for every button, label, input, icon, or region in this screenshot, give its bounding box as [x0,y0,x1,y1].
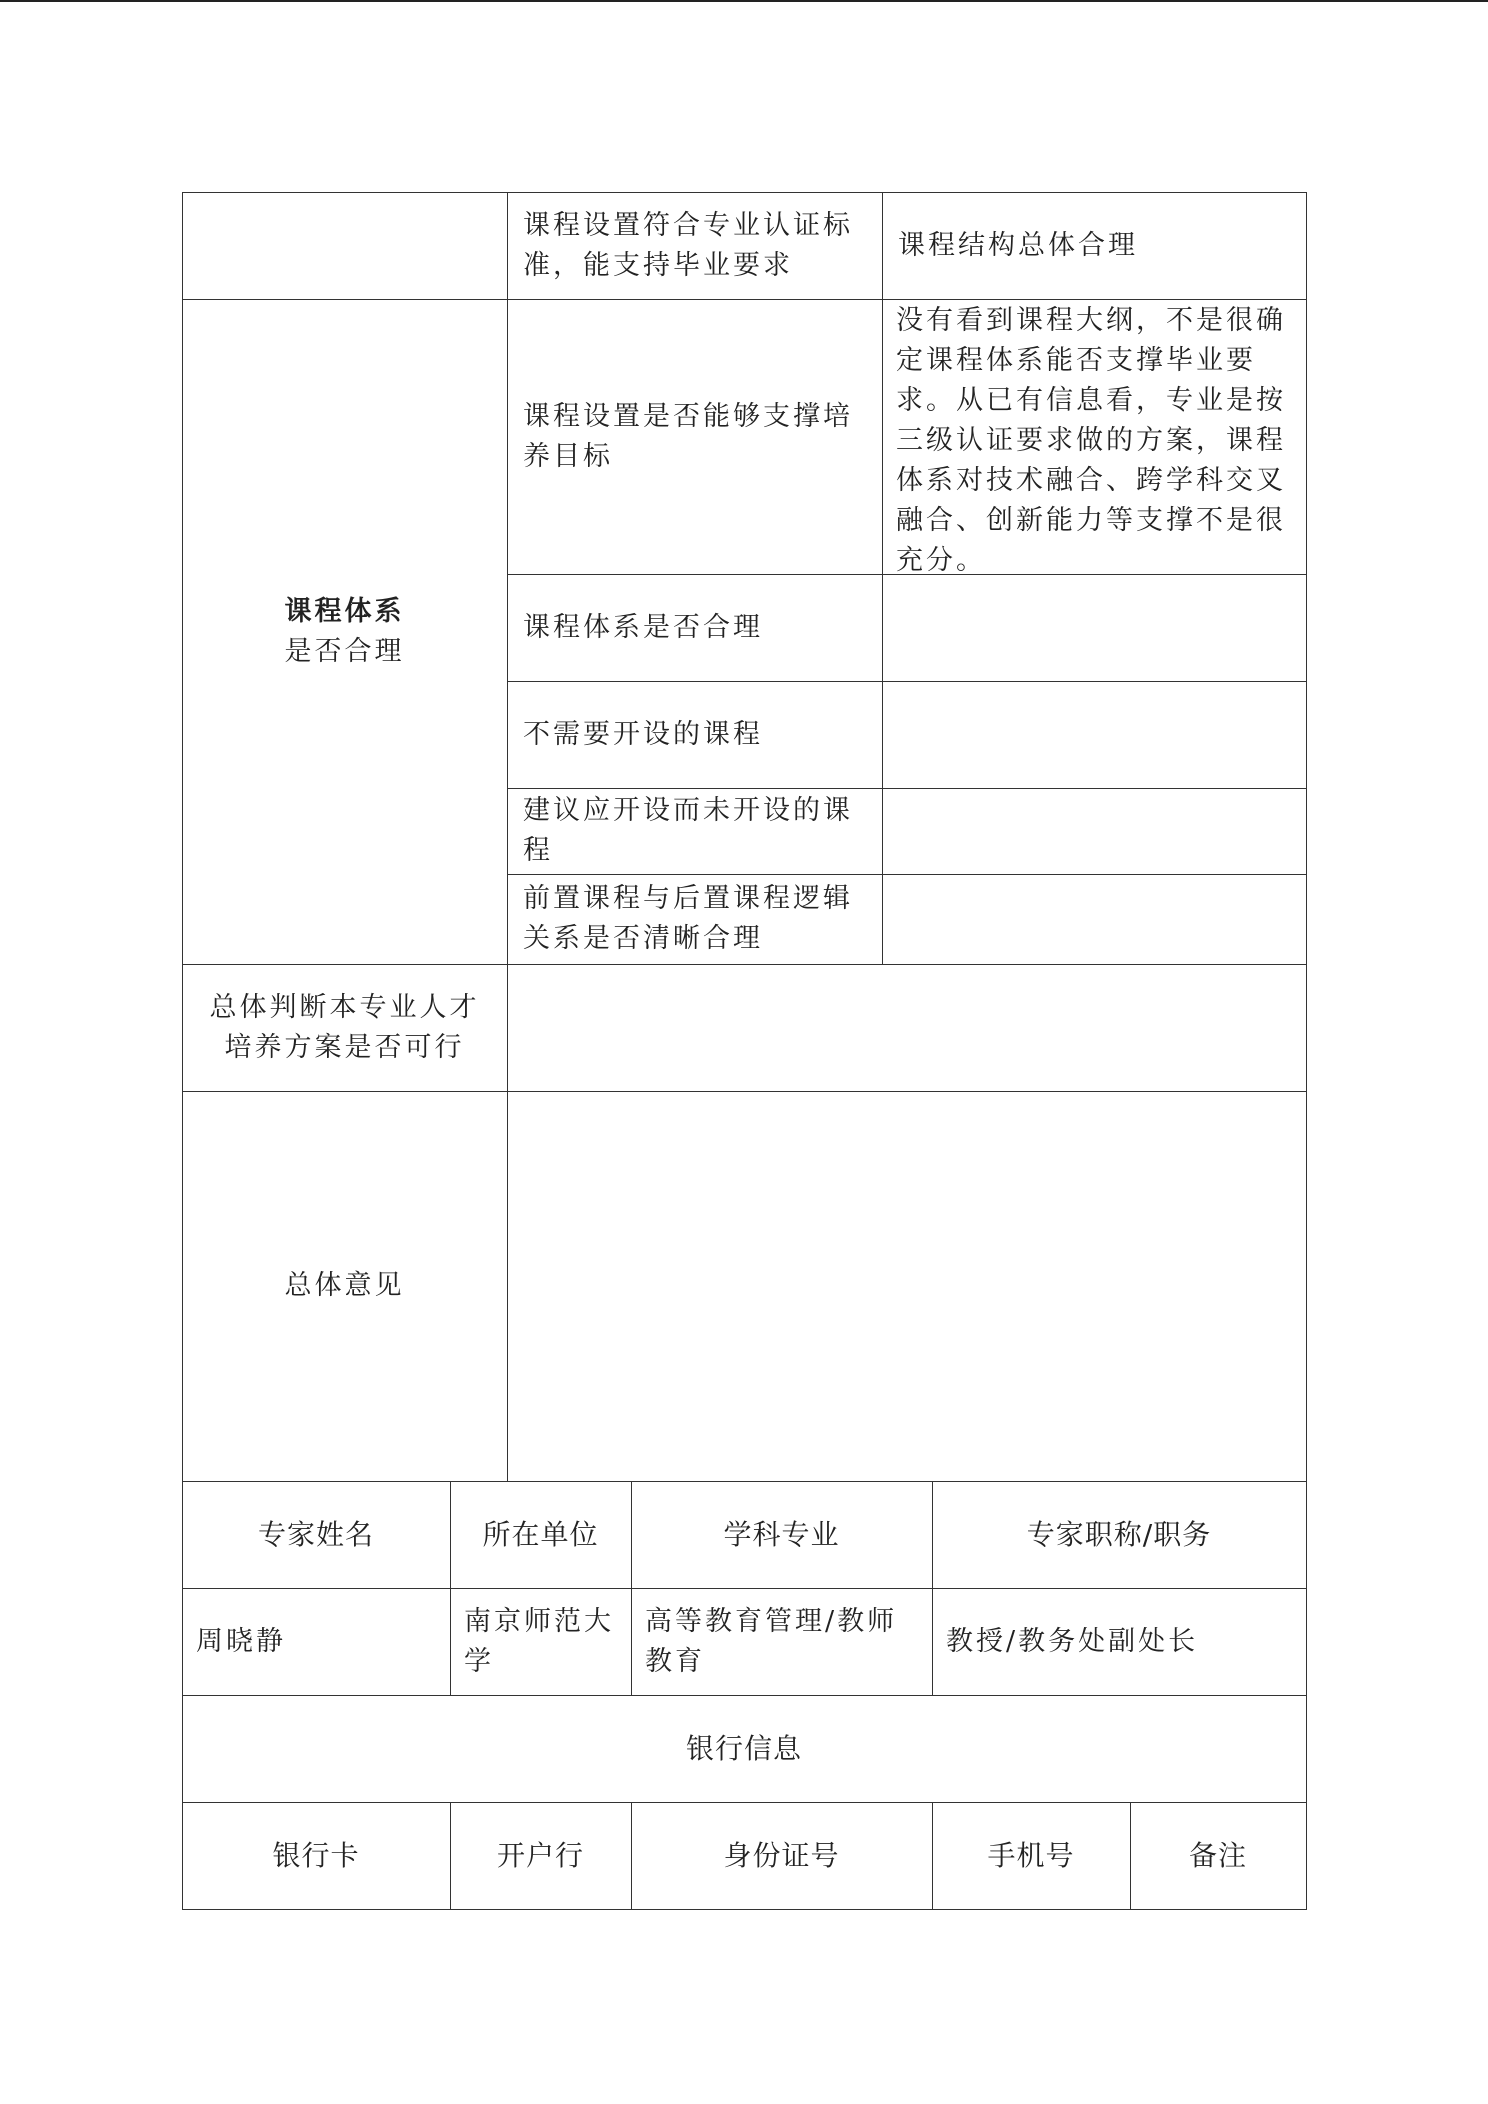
header-text: 所在单位 [482,1517,599,1551]
item-curriculum-reasonable [507,574,882,681]
value-text: 教授/教务处副处长 [946,1625,1199,1657]
label-overall-opinion [182,1091,507,1481]
value-text: 南京师范大学 [464,1605,614,1677]
section-title-normal: 是否合理 [284,635,405,667]
header-text: 手机号 [987,1838,1075,1872]
header-expert-title [932,1481,1306,1588]
value-expert-title [932,1588,1306,1695]
label-text: 总体判断本专业人才培养方案是否可行 [209,991,480,1063]
header-text: 开户行 [496,1838,584,1872]
header-text: 专家职称/职务 [1026,1517,1212,1551]
section-title-text: 银行信息 [685,1731,802,1765]
section-title-bold: 课程体系 [284,595,405,627]
opinion-text: 没有看到课程大纲，不是很确定课程体系能否支撑毕业要求。从已有信息看，专业是按三级认证要求做的方案，课程体系对技术融合、跨学科交叉融合、创新能力等支撑不是很充分。 [896,305,1286,576]
opinion-prerequisite-logic[interactable] [882,874,1306,964]
item-unneeded-courses [507,681,882,788]
opinion-course-setting [882,192,1306,299]
item-text: 前置课程与后置课程逻辑关系是否清晰合理 [523,883,853,954]
item-prerequisite-logic [507,874,882,964]
item-text: 建议应开设而未开设的课程 [523,795,853,866]
item-text: 课程体系是否合理 [523,611,763,643]
section-curriculum-title [182,299,507,964]
opinion-support-goal [882,299,1306,574]
value-feasibility[interactable] [507,964,1306,1091]
header-note [1130,1802,1306,1909]
value-text: 周晓静 [196,1625,286,1657]
header-text: 身份证号 [723,1838,840,1872]
header-expert-name [182,1481,450,1588]
item-course-setting [507,192,882,299]
value-expert-name [182,1588,450,1695]
label-text: 总体意见 [284,1270,405,1301]
item-text: 课程设置符合专业认证标准，能支持毕业要求 [523,209,853,281]
value-expert-discipline [631,1588,932,1695]
opinion-unneeded-courses[interactable] [882,681,1306,788]
value-overall-opinion[interactable] [507,1091,1306,1481]
header-bank-card [182,1802,450,1909]
item-text: 不需要开设的课程 [523,718,763,750]
table-border-right [1306,192,1307,1909]
bank-section-title [182,1695,1306,1802]
table-border-bottom [182,1909,1307,1910]
opinion-text: 课程结构总体合理 [898,229,1138,261]
header-text: 专家姓名 [257,1517,374,1551]
item-support-goal [507,299,882,574]
header-expert-discipline [631,1481,932,1588]
header-expert-unit [450,1481,631,1588]
opinion-curriculum-reasonable[interactable] [882,574,1306,681]
label-feasibility [182,964,507,1091]
opinion-suggested-courses[interactable] [882,788,1306,874]
value-expert-unit [450,1588,631,1695]
header-id-number [631,1802,932,1909]
item-text: 课程设置是否能够支撑培养目标 [523,400,853,472]
header-text: 银行卡 [272,1838,360,1872]
header-text: 备注 [1188,1838,1247,1872]
header-text: 学科专业 [723,1517,840,1551]
header-bank-name [450,1802,631,1909]
value-text: 高等教育管理/教师教育 [645,1605,898,1677]
header-phone [932,1802,1130,1909]
item-suggested-courses [507,788,882,874]
